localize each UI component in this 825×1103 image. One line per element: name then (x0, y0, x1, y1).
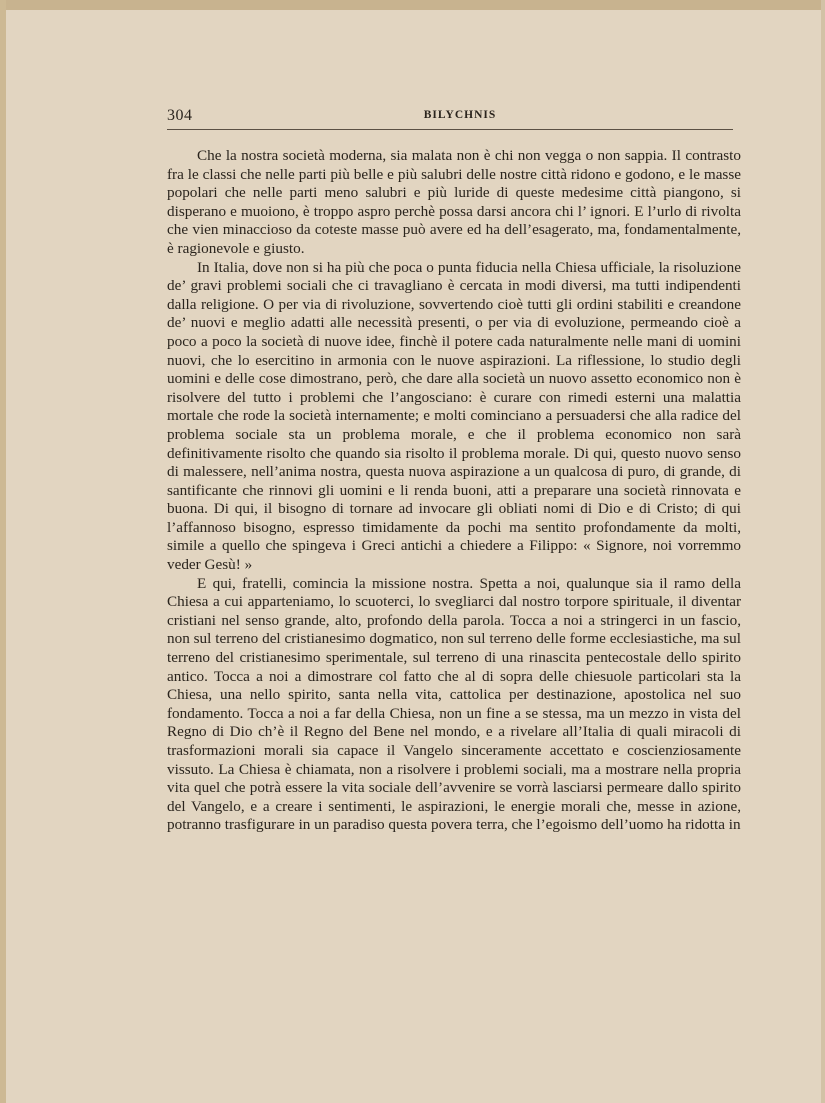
page-header (167, 107, 733, 130)
paragraph: Che la nostra società moderna, sia malata non è chi non vegga o non sappia. Il contrasto fra le classi che nelle parti più belle e più salubri delle nostre città ridono e godono, e le masse popolari che nelle parti meno salubri e più luride di queste medesime città piangono, si disperano e muoiono, è troppo aspro perchè possa darsi ancora chi l’ ignori. E l’urlo di rivolta che vien minaccioso da coteste masse può avere ed ha dell’esagerato, ma, fondamentalmente, è ragionevole e giusto. (167, 147, 741, 257)
paragraph: E qui, fratelli, comincia la missione nostra. Spetta a noi, qualunque sia il ramo della Chiesa a cui apparteniamo, lo scuoterci, lo svegliarci dal nostro torpore spirituale, il diventar cristiani nel senso grande, alto, profondo della parola. Tocca a noi a stringerci in un fascio, non sul terreno del cristianesimo dogmatico, non sul terreno delle forme ecclesiastiche, ma sul terreno del cristianesimo sperimentale, sul terreno di una rinascita pentecostale dello spirito antico. Tocca a noi a dimostrare col fatto che al di sopra delle chiesuole particolari sta la Chiesa, una nello spirito, santa nella vita, cattolica per destinazione, apostolica nel suo fondamento. Tocca a noi a far della Chiesa, non un fine a se stessa, ma un mezzo in vista del Regno di Dio ch’è il Regno del Bene nel mondo, e a rivelare all’Italia di quali miracoli di trasformazioni morali sia capace il Vangelo sinceramente accettato e coscienziosamente vissuto. La Chiesa è chiamata, non a risolvere i problemi sociali, ma a mostrare nella propria vita quel che potrà essere la vita sociale dell’avvenire se vorrà lasciarsi permeare dallo spirito del Vangelo, e a creare i sentimenti, le aspirazioni, le energie morali che, messe in azione, potranno trasfigurare in un paradiso questa povera terra, che l’egoismo dell’uomo ha ridotta in (167, 574, 741, 834)
running-title: BILYCHNIS (423, 109, 497, 121)
body-text (167, 147, 741, 835)
page-number: 304 (167, 107, 193, 124)
paragraph: In Italia, dove non si ha più che poca o punta fiducia nella Chiesa ufficiale, la risoluzione de’ gravi problemi sociali che ci travagliano è cercata in modi diversi, ma tutti indipendenti dalla religione. O per via di rivoluzione, sovvertendo cioè tutti gli ordini stabiliti e creandone de’ nuovi e meglio adatti alle necessità presenti, o per via di evoluzione, permeando cioè a poco a poco la società di nuove idee, finchè il potere cada naturalmente nelle mani di uomini nuovi, che lo esercitino in armonia con le nuove aspirazioni. La riflessione, lo studio degli uomini e delle cose dimostrano, però, che dare alla società un nuovo assetto economico non è risolvere del tutto i problemi che l’angosciano: è curare con rimedi esterni una malattia mortale che rode la società internamente; e molti cominciano a persuadersi che alla radice del problema sociale sta un problema morale, e che il problema economico non sarà definitivamente risolto che quando sia risolto il problema morale. Di qui, questo nuovo senso di malessere, nell’anima nostra, questa nuova aspirazione a un qualcosa di puro, di grande, di santificante che rinnovi gli uomini e li renda buoni, atti a preparare una società rinnovata e buona. Di qui, il bisogno di tornare ad invocare gli obliati nomi di Dio e di Cristo; di qui l’affannoso bisogno, espresso timidamente da pochi ma sentito profondamente da molti, simile a quello che spingeva i Greci antichi a chiedere a Filippo: « Signore, noi vorremmo veder Gesù! » (167, 258, 741, 574)
